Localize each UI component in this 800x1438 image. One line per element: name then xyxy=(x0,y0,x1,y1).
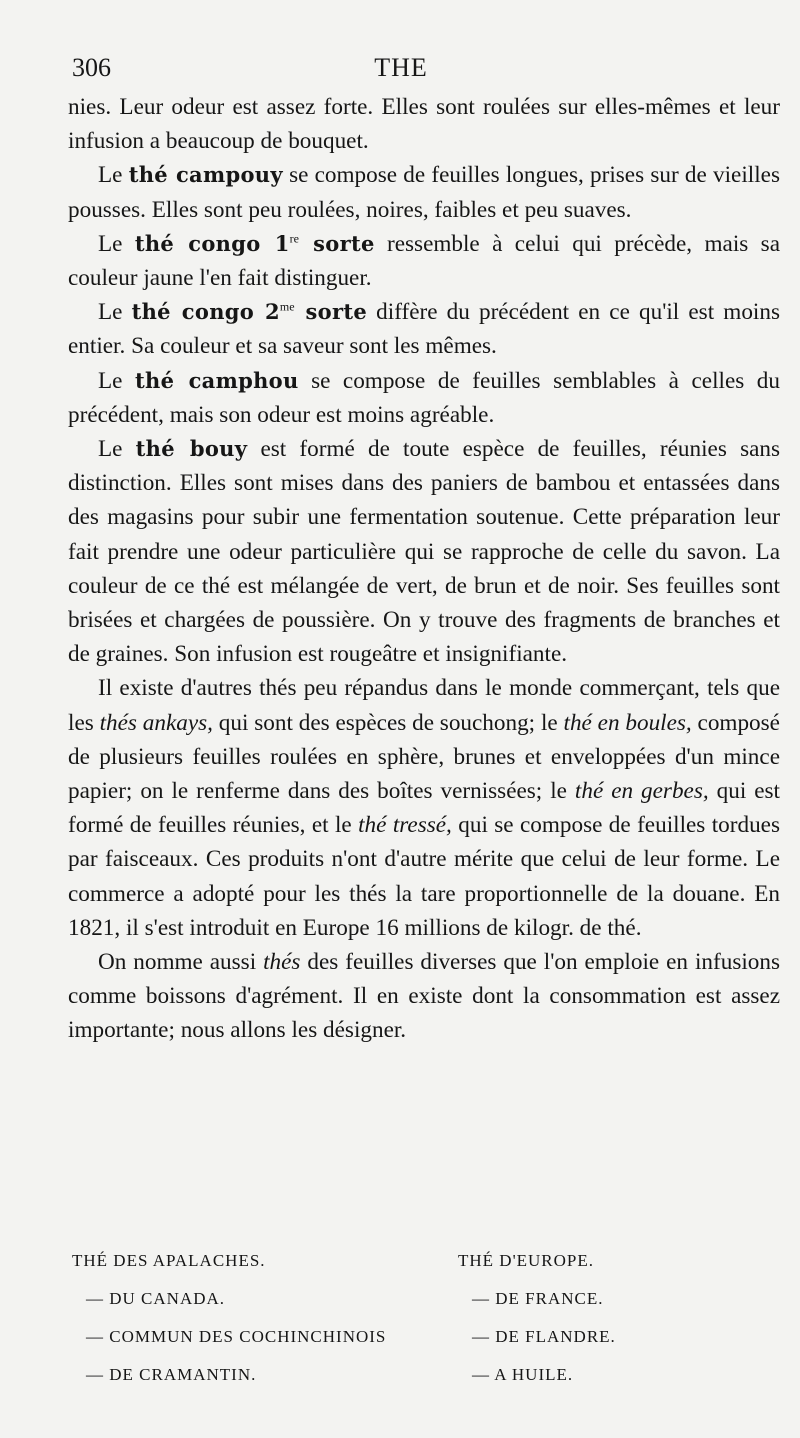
tea-list-item: THÉ D'EUROPE. xyxy=(458,1251,595,1270)
text-run: ressemble à celui qui précède, mais sa couleur jaune l'en fait distinguer. xyxy=(68,230,780,292)
text-run: Le xyxy=(98,299,132,326)
tea-list-item: — DE CRAMANTIN. xyxy=(86,1365,257,1384)
text-run: des feuilles diverses que l'on emploie en infusions comme boissons d'agrément. Il en existe dont la consommation est assez importante; nous allons les désigner. xyxy=(68,949,780,1044)
italic-term: thé en gerbes, xyxy=(574,778,709,805)
paragraph xyxy=(68,432,780,671)
paragraph xyxy=(68,945,780,1048)
tea-list-item: — DU CANADA. xyxy=(86,1289,226,1308)
text-run: Il existe d'autres thés peu répandus dans le monde commerçant, tels que les xyxy=(68,675,780,736)
text-run: Le xyxy=(98,162,129,189)
italic-term: thé en boules, xyxy=(563,709,692,736)
tea-name: sorte xyxy=(294,299,368,325)
text-run: qui est formé de feuilles réunies, et le xyxy=(68,778,780,839)
tea-name: thé camphou xyxy=(135,367,299,393)
tea-name: thé congo 2 xyxy=(131,299,280,325)
text-run: qui sont des espèces de souchong; le xyxy=(212,709,564,736)
superscript: me xyxy=(279,299,295,314)
paragraph xyxy=(68,227,780,295)
tea-list-item: THÉ DES APALACHES. xyxy=(72,1251,266,1270)
superscript: re xyxy=(289,231,299,246)
text-run: se compose de feuilles semblables à celles du précédent, mais son odeur est moins agréable. xyxy=(68,367,780,428)
tea-name: sorte xyxy=(298,230,375,256)
running-title: THE xyxy=(374,53,428,82)
text-run: est formé de toute espèce de feuilles, réunies sans distinction. Elles sont mises dans des paniers de bambou et entassées dans des magasins pour subir une fermentation soutenue. Cette préparation leur fait prendre une odeur particulière qui se rapproche de celle du savon. La couleur de ce thé est mélangée de vert, de brun et de noir. Ses feuilles sont brisées et chargées de poussière. On y trouve des fragments de branches et de graines. Son infusion est rougeâtre et insignifiante. xyxy=(68,436,780,668)
tea-name: thé campouy xyxy=(128,162,283,188)
text-run: se compose de feuilles longues, prises sur de vieilles pousses. Elles sont peu roulées, noires, faibles et peu suaves. xyxy=(68,162,780,223)
text-run: diffère du précédent en ce qu'il est moins entier. Sa couleur et sa saveur sont les mêmes. xyxy=(68,299,780,360)
page-number: 306 xyxy=(72,53,111,82)
tea-list-item: — DE FRANCE. xyxy=(472,1289,604,1308)
paragraph xyxy=(68,295,780,363)
paragraph xyxy=(68,671,780,945)
text-run: composé de plusieurs feuilles roulées en sphère, brunes et enveloppées d'un mince papier; on le renferme dans des boîtes vernissées; le xyxy=(68,709,780,805)
text-run: Le xyxy=(98,230,135,257)
tea-list-item: — COMMUN DES COCHINCHINOIS xyxy=(86,1327,387,1346)
text-run: Le xyxy=(98,436,136,463)
paragraph xyxy=(68,364,780,432)
paragraph xyxy=(68,90,780,158)
tea-list-left-column xyxy=(72,1242,452,1394)
italic-term: thés xyxy=(263,949,301,976)
paragraph xyxy=(68,158,780,226)
text-run: qui se compose de feuilles tordues par faisceaux. Ces produits n'ont d'autre mérite que celui de leur forme. Le commerce a adopté pour les thés la tare proportionnelle de la douane. En 1821, il s'est introduit en Europe 16 millions de kilogr. de thé. xyxy=(68,812,780,941)
italic-term: thé tressé, xyxy=(358,812,452,839)
tea-list-item: — A HUILE. xyxy=(472,1365,574,1384)
text-run: On nomme aussi xyxy=(98,949,264,976)
italic-term: thés ankays, xyxy=(99,709,213,736)
tea-name: thé bouy xyxy=(135,436,248,462)
tea-list-right-column xyxy=(458,1242,758,1394)
text-run: nies. Leur odeur est assez forte. Elles sont roulées sur elles-mêmes et leur infusion a beaucoup de bouquet. xyxy=(68,94,780,155)
tea-name: thé congo 1 xyxy=(134,230,290,256)
page-header xyxy=(72,50,730,86)
tea-list-item: — DE FLANDRE. xyxy=(472,1327,616,1346)
text-run: Le xyxy=(98,367,135,394)
body-text xyxy=(68,90,780,1048)
